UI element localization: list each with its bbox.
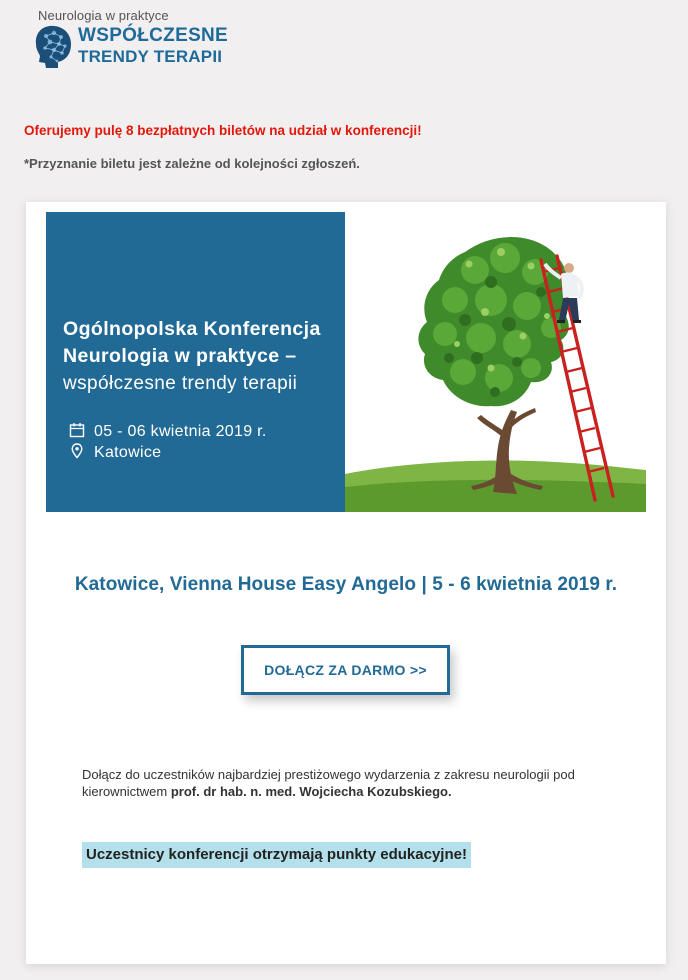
education-points-note: Uczestnicy konferencji otrzymają punkty edukacyjne! <box>82 842 471 868</box>
banner-info-panel <box>46 212 345 512</box>
event-venue-date: Katowice, Vienna House Easy Angelo | 5 - 6 kwietnia 2019 r. <box>74 574 618 595</box>
head-silhouette-icon <box>34 24 74 70</box>
event-description <box>82 766 622 800</box>
tree-head-illustration <box>345 212 646 512</box>
banner-title <box>63 316 343 370</box>
join-free-button[interactable]: DOŁĄCZ ZA DARMO >> <box>241 645 450 695</box>
calendar-icon <box>68 422 86 438</box>
logo-title-line1: WSPÓŁCZESNE <box>78 25 229 46</box>
banner-date: 05 - 06 kwietnia 2019 r. <box>94 423 267 440</box>
banner-location-row <box>68 443 161 462</box>
email-card <box>26 202 666 964</box>
banner-title-line2: Neurologia w praktyce – <box>63 345 297 367</box>
free-tickets-offer: Oferujemy pulę 8 bezpłatnych biletów na udział w konferencji! <box>24 123 422 138</box>
logo-subtitle: Neurologia w praktyce <box>38 8 169 23</box>
banner-location: Katowice <box>94 444 162 461</box>
conference-banner[interactable] <box>46 212 646 512</box>
location-pin-icon <box>68 443 86 459</box>
description-text: Dołącz do uczestników najbardziej prestiżowego wydarzenia z zakresu neurologii pod kierownictwem <box>82 767 575 799</box>
ticket-note: *Przyznanie biletu jest zależne od kolejności zgłoszeń. <box>24 156 360 171</box>
logo <box>34 8 234 70</box>
banner-title-line1: Ogólnopolska Konferencja <box>63 318 321 340</box>
banner-date-row <box>68 422 267 441</box>
scientific-chair: prof. dr hab. n. med. Wojciecha Kozubskiego. <box>170 784 452 799</box>
banner-subtitle: współczesne trendy terapii <box>63 373 298 394</box>
logo-title-line2: TRENDY TERAPII <box>78 47 223 66</box>
